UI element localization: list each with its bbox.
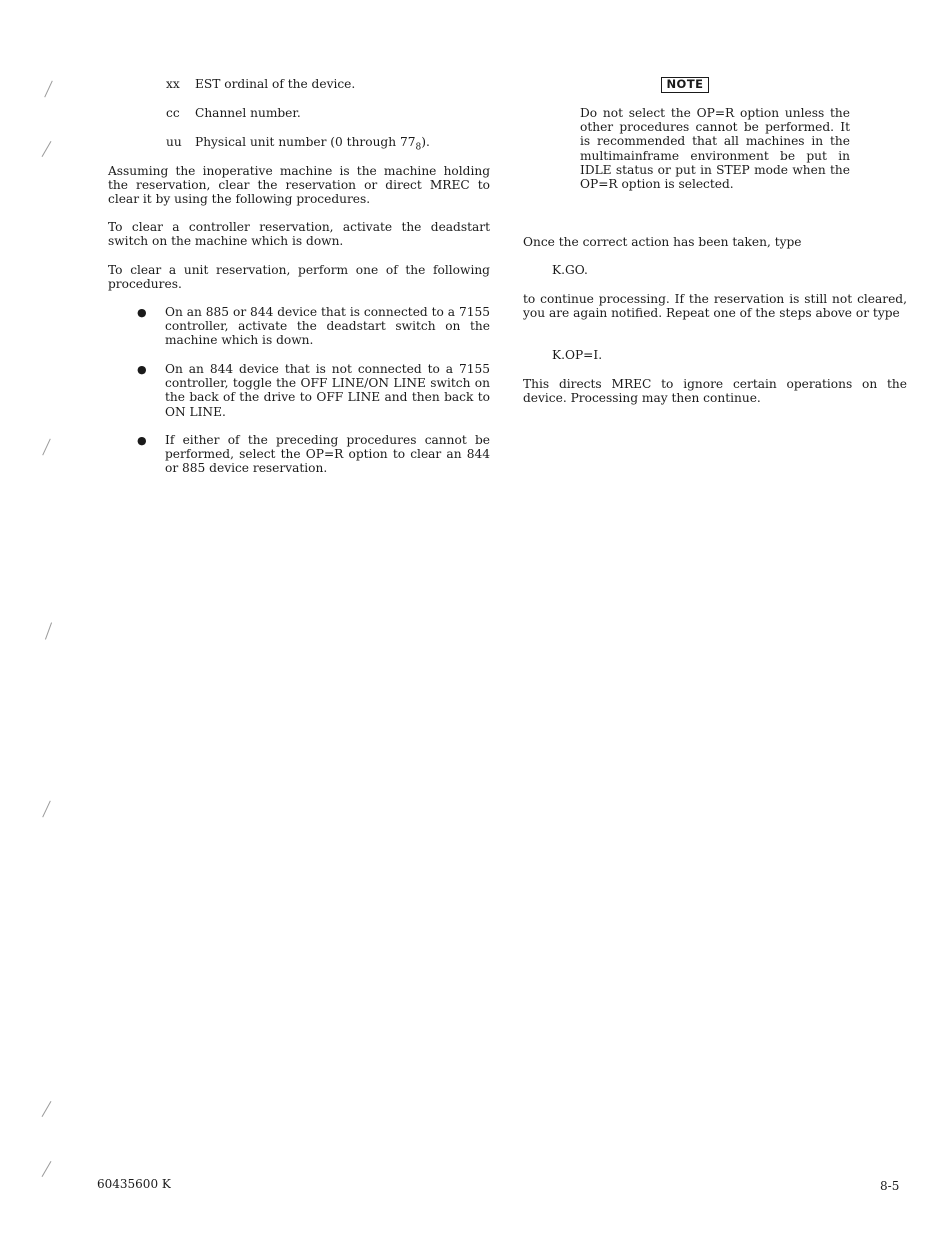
list-item: If either of the preceding procedures cannot be performed, select the OP=R option to clear an 844 or 885 device reservation.	[165, 433, 490, 476]
list-item: On an 844 device that is not connected to a 7155 controller, toggle the OFF LINE/ON LINE switch on the back of the drive to OFF LINE and then back to ON LINE.	[165, 362, 490, 419]
paragraph-controller-reservation: To clear a controller reservation, activate the deadstart switch on the machine which is down.	[108, 220, 490, 249]
footer-doc-number: 60435600 K	[97, 1177, 171, 1191]
param-desc-text: Physical unit number (0 through 77	[195, 135, 416, 149]
bullet-icon: ●	[137, 363, 147, 376]
paragraph-once-correct: Once the correct action has been taken, type	[523, 235, 802, 249]
param-key: cc	[166, 106, 180, 120]
note-label: NOTE	[661, 77, 709, 93]
command-kopi: K.OP=I.	[552, 348, 603, 362]
list-item: On an 885 or 844 device that is connected to a 7155 controller, activate the deadstart switch on the machine which is down.	[165, 305, 490, 348]
subscript-base: 8	[415, 142, 422, 153]
param-desc	[195, 135, 430, 155]
binder-mark	[42, 801, 51, 818]
param-key: xx	[166, 77, 180, 91]
paragraph-unit-reservation: To clear a unit reservation, perform one of the following procedures.	[108, 263, 490, 292]
param-desc: EST ordinal of the device.	[195, 77, 356, 91]
bullet-icon: ●	[137, 434, 147, 447]
paragraph-assuming: Assuming the inoperative machine is the machine holding the reservation, clear the reservation or direct MREC to clear it by using the following procedures.	[108, 164, 490, 207]
binder-mark	[42, 439, 51, 456]
binder-mark	[42, 1161, 52, 1177]
command-kgo: K.GO.	[552, 263, 588, 277]
footer-page-number: 8-5	[880, 1179, 900, 1193]
binder-mark	[45, 622, 52, 639]
binder-mark	[42, 1101, 52, 1117]
paragraph-directs-mrec: This directs MREC to ignore certain operations on the device. Processing may then continue.	[523, 377, 907, 406]
param-key: uu	[166, 135, 182, 149]
param-desc: Channel number.	[195, 106, 301, 120]
param-row	[0, 135, 500, 151]
param-desc-suffix: ).	[421, 135, 430, 149]
param-row	[0, 106, 500, 121]
param-row	[0, 77, 500, 92]
bullet-icon: ●	[137, 306, 147, 319]
paragraph-continue-processing: to continue processing. If the reservation is still not cleared, you are again notified. Repeat one of the steps above or type	[523, 292, 907, 321]
note-text: Do not select the OP=R option unless the other procedures cannot be performed. It is recommended that all machines in the multimainframe environment be put in IDLE status or put in STEP mode when the OP=R option is selected.	[580, 106, 850, 192]
